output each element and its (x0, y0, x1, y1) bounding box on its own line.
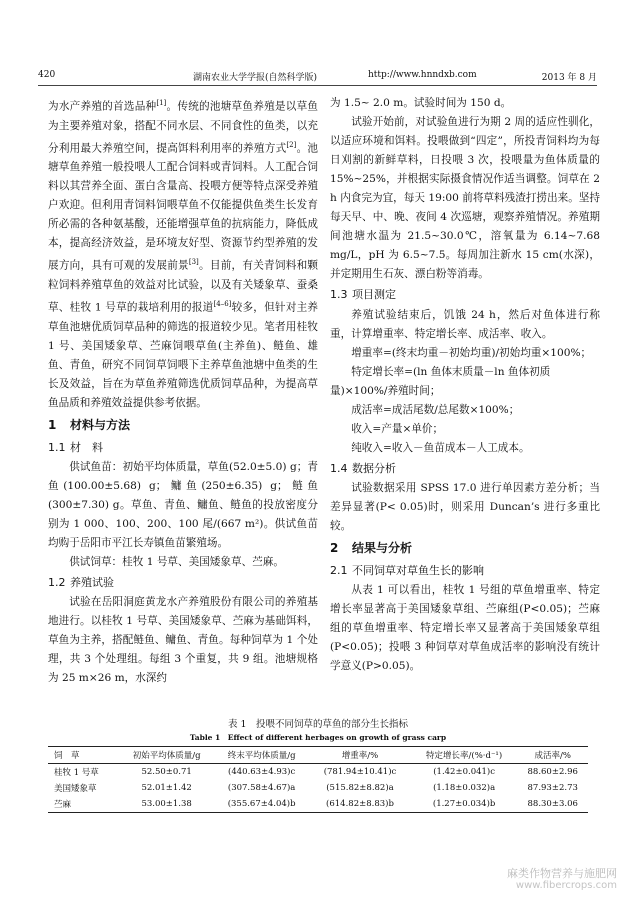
table-cell: 88.30±3.06 (517, 796, 588, 813)
measurement-paragraph: 养殖试验结束后，饥饿 24 h，然后对鱼体进行称重，计算增重率、特定增长率、成活率、收入。 (330, 308, 600, 340)
section-heading-2: 2 结果与分析 (330, 541, 413, 556)
left-column (48, 94, 318, 689)
forage-paragraph: 供试饲草：桂牧 1 号草、美国矮象草、苎麻。 (69, 556, 284, 569)
running-header (38, 70, 597, 84)
citation-3: [3] (188, 258, 199, 267)
table-row (48, 780, 588, 796)
table-caption-cn: 表 1 投喂不同饲草的草鱼的部分生长指标 (227, 719, 409, 730)
table-cell: (307.58±4.67)a (227, 783, 296, 793)
table-cell: 88.60±2.96 (527, 767, 578, 777)
feeding-paragraph: 试验开始前，对试验鱼进行为期 2 周的适应性驯化，以适应环境和饵料。投喂做到“四定”，所投青饲料均为每日刈割的新鲜草料，日投喂 3 次，投喂量为鱼体质量的 15%~25%，并根据实际摄食情况作适当调整。饲草在 2 h 内食完为宜，每天 19:00 前将草料残渣打捞出来。坚持每天早、中、晚、夜间 4 次巡塘，观察养殖情况。养殖期间池塘水温为 21.5~30.0℃，溶氧量为 6.14~7.68 mg/L，pH 为 6.5~7.5。每周加注新水 15 cm(水深)，并定期用生石灰、漂白粉等消毒。 (330, 116, 600, 281)
header-rule (38, 85, 597, 86)
table-caption-en: Table 1 Effect of different herbages on growth of grass carp (189, 733, 447, 742)
table-cell: (1.42±0.041)c (433, 767, 495, 777)
col-survival: 成活率/% (517, 747, 588, 764)
section-heading-1-3: 1.3 项目测定 (330, 288, 396, 302)
table-cell: 美国矮象草 (54, 784, 97, 794)
experiment-paragraph: 试验在岳阳洞庭黄龙水产养殖股份有限公司的养殖基地进行。以桂牧 1 号草、美国矮象草、苎麻为基础饵料，草鱼为主养，搭配鲢鱼、鳙鱼、青鱼。每种饲草为 1 个处理，共 3 个处理组。每组 3 个重复，共 9 组。池塘规格为 25 m×26 m，水深约 (48, 596, 318, 685)
formula-survival: 成活率=成活尾数/总尾数×100%； (351, 403, 520, 416)
citation-2: [2] (286, 140, 297, 149)
growth-table (48, 746, 588, 813)
table-cell: 87.93±2.73 (527, 783, 578, 793)
journal-url[interactable]: http://www.hnndxb.com (368, 70, 477, 80)
intro-paragraph: 为水产养殖的首选品种[1]。传统的池塘草鱼养殖是以草鱼为主要养殖对象，搭配不同水层、不同食性的鱼类，以充分利用最大养殖空间，提高饵料利用率的养殖方式[2]。池塘草鱼养殖一般投喂人工配合饲料或青饲料。人工配合饲料以其营养全面、蛋白含量高、投喂方便等特点深受养殖户欢迎。但利用青饲料饲喂草鱼不仅能提供鱼类生长发育所必需的各种氨基酸，还能增强草鱼的抗病能力，降低成本，提高经济效益，是环境友好型、资源节约型养殖的发展方向，具有可观的发展前景[3]。目前，有关青饲料和颗粒饲料养殖草鱼的效益对比试验，以及有关矮象草、蚕桑草、桂牧 1 号草的栽培利用的报道[4–6]较多，但针对主养草鱼池塘优质饲草品种的筛选的报道较少见。笔者用桂牧 1 号、美国矮象草、苎麻饲喂草鱼(主养鱼)、鲢鱼、雄鱼、青鱼，研究不同饲草饲喂下主养草鱼池塘中鱼类的生长及效益，旨在为草鱼养殖筛选优质饲草品种，为提高草鱼品质和养殖效益提供参考依据。 (48, 99, 319, 409)
table-cell: (355.67±4.04)b (214, 796, 309, 813)
issue-date: 2013 年 8 月 (541, 73, 597, 83)
formula-income: 收入=产量×单价； (351, 422, 444, 435)
table-row (48, 796, 588, 813)
table-cell: 52.50±0.71 (141, 767, 192, 777)
col-weight-gain: 增重率/% (309, 747, 411, 764)
section-heading-1: 1 材料与方法 (48, 417, 131, 432)
table-cell: (781.94±10.41)c (323, 767, 397, 777)
analysis-paragraph: 试验数据采用 SPSS 17.0 进行单因素方差分析；当差异显著(P< 0.05)时，则采用 Duncan’s 进行多重比较。 (330, 481, 600, 533)
table-row (48, 764, 588, 781)
fish-fry-paragraph: 供试鱼苗：初始平均体质量，草鱼(52.0±5.0) g；青鱼(100.00±5.68) g；鳙鱼(250±6.35) g；鲢鱼(300±7.30) g。草鱼、青鱼、鳙鱼、鲢鱼的投放密度分别为 1 000、100、200、100 尾/(667 m²)。供试鱼苗均购于岳阳市平江长寿镇鱼苗繁殖场。 (48, 460, 318, 550)
results-paragraph: 从表 1 可以看出，桂牧 1 号组的草鱼增重率、特定增长率显著高于美国矮象草组、苎麻组(P<0.05)；苎麻组的草鱼增重率、特定增长率又显著高于美国矮象草组(P<0.05)；投喂 3 种饲草对草鱼成活率的影响没有统计学意义(P>0.05)。 (330, 584, 600, 673)
formula-net-income: 纯收入=收入－鱼苗成本－人工成本。 (351, 441, 530, 454)
col-final-weight: 终末平均体质量/g (214, 747, 309, 764)
table-cell: 53.00±1.38 (119, 796, 214, 813)
table-cell: (614.82±8.83)b (309, 796, 411, 813)
section-heading-1-4: 1.4 数据分析 (330, 461, 396, 475)
table-cell: 苎麻 (48, 796, 119, 813)
table-cell: (440.63±4.93)c (228, 767, 296, 777)
citation-4-6: [4–6] (213, 300, 232, 309)
formula-specific-growth: 特定增长率=(ln 鱼体末质量－ln 鱼体初质量)×100%/养殖时间； (330, 365, 551, 397)
table-cell: (1.18±0.032)a (433, 783, 496, 793)
table-cell: (515.82±8.82)a (326, 783, 394, 793)
page-number: 420 (38, 70, 56, 80)
table-caption (48, 718, 588, 744)
section-heading-1-2: 1.2 养殖试验 (48, 576, 114, 590)
col-specific-growth: 特定增长率/(%·d⁻¹) (411, 747, 518, 764)
table-cell: (1.27±0.034)b (411, 796, 518, 813)
section-heading-1-1: 1.1 材 料 (48, 440, 103, 454)
formula-weight-gain: 增重率=(终末均重－初始均重)/初始均重×100%； (351, 346, 592, 359)
watermark-url: www.fibercrops.com (515, 880, 617, 891)
right-column (330, 94, 600, 676)
journal-name: 湖南农业大学学报(自然科学版) (193, 73, 318, 83)
col-initial-weight: 初始平均体质量/g (119, 747, 214, 764)
section-heading-2-1: 2.1 不同饲草对草鱼生长的影响 (330, 564, 484, 578)
table-cell: 桂牧 1 号草 (54, 768, 99, 778)
table-header-row (48, 747, 588, 764)
depth-paragraph: 为 1.5~ 2.0 m。试验时间为 150 d。 (330, 97, 512, 109)
col-forage: 饲 草 (48, 747, 119, 764)
watermark-title: 麻类作物营养与施肥网 (507, 867, 617, 880)
table-cell: 52.01±1.42 (141, 783, 192, 793)
citation-1: [1] (156, 99, 167, 107)
